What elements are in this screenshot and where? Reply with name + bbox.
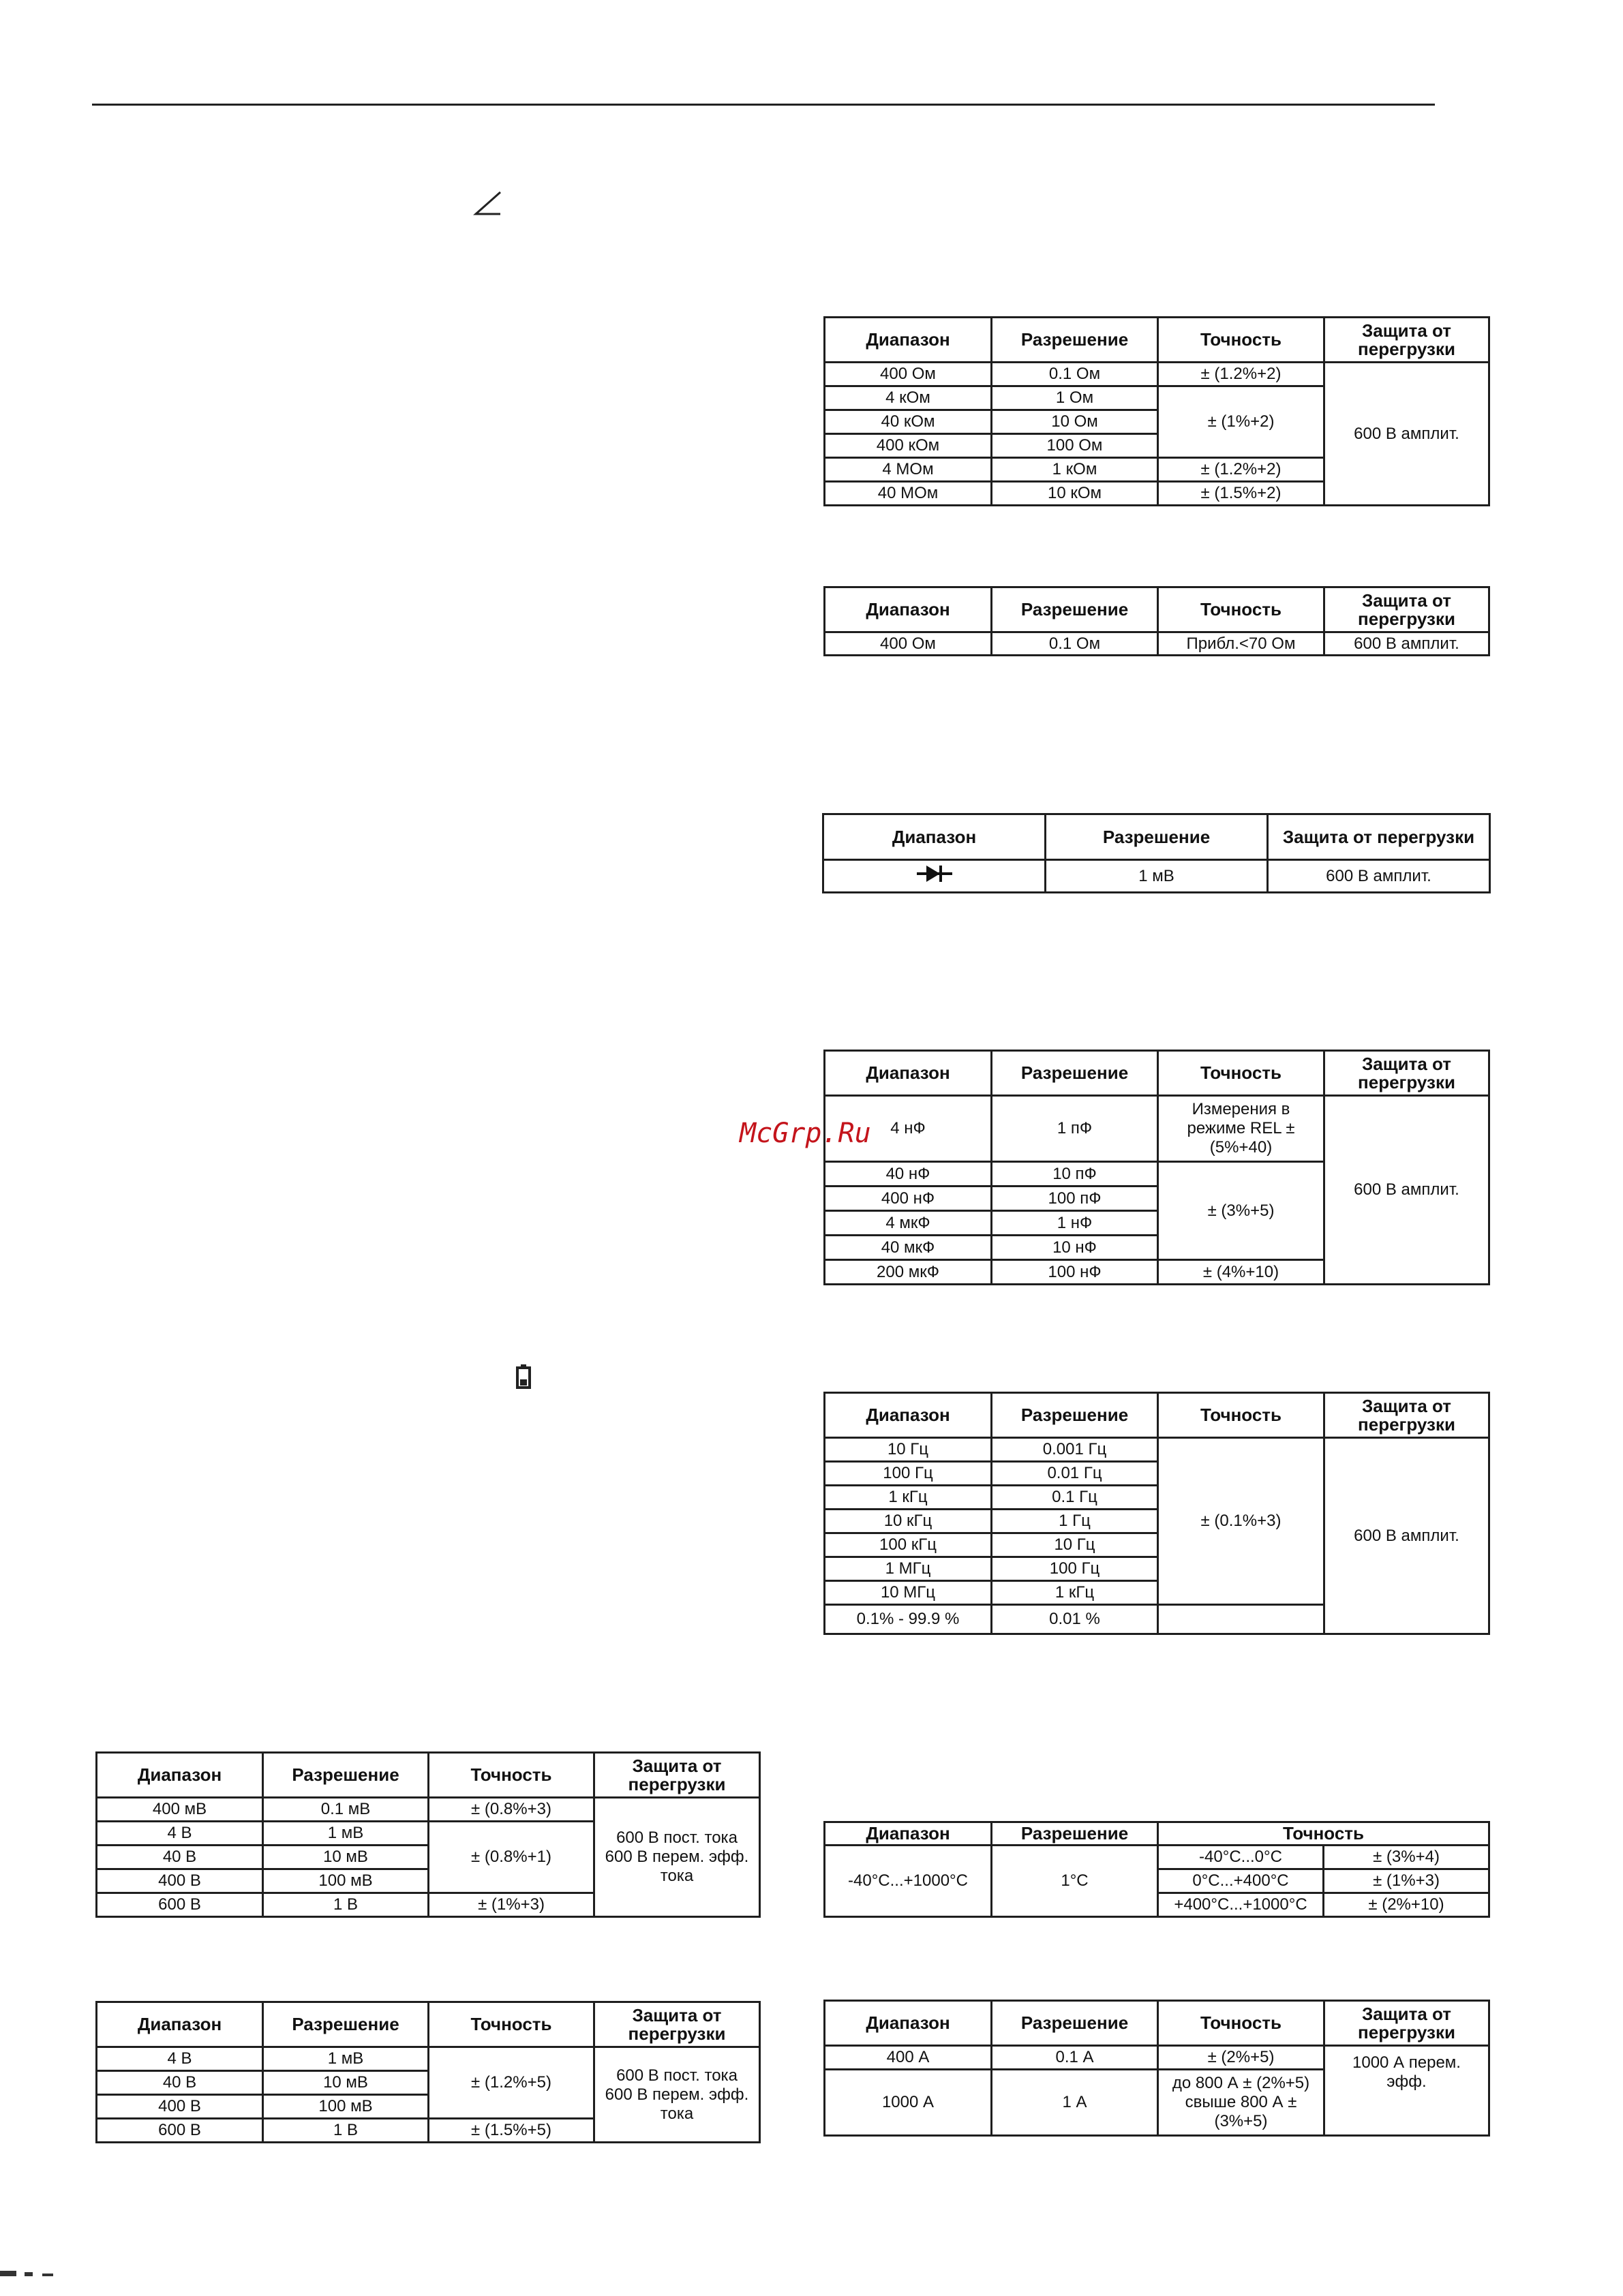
resolution-cell: 10 Гц: [992, 1533, 1158, 1557]
accuracy-cell: Измерения в режиме REL ± (5%+40): [1158, 1096, 1324, 1162]
resolution-cell: 10 мВ: [263, 2071, 429, 2095]
dc-voltage-table: [95, 1751, 761, 1918]
protection-cell: 600 В амплит.: [1324, 1438, 1489, 1634]
diode-table: [822, 813, 1491, 893]
protection-cell: 600 В амплит.: [1324, 1096, 1489, 1285]
range-cell: 1000 А: [825, 2070, 992, 2136]
triangle-icon: [473, 189, 503, 217]
resolution-cell: 100 мВ: [263, 1869, 429, 1893]
col-header: Защита от перегрузки: [1324, 587, 1489, 632]
range-cell: 40 В: [97, 2071, 263, 2095]
protection-cell: 600 В пост. тока 600 В перем. эфф. тока: [594, 1798, 760, 1917]
resolution-cell: 10 Ом: [992, 410, 1158, 434]
subrange-cell: -40°C...0°C: [1158, 1846, 1324, 1869]
col-header: Разрешение: [992, 318, 1158, 363]
resolution-cell: 1 пФ: [992, 1096, 1158, 1162]
range-cell: 1 МГц: [825, 1557, 992, 1581]
table-header-row: [825, 587, 1489, 632]
table-row: [825, 1096, 1489, 1162]
resolution-cell: 1 мВ: [263, 1822, 429, 1846]
range-cell: 400 мВ: [97, 1798, 263, 1822]
watermark: McGrp.Ru: [740, 1118, 871, 1149]
col-header: Точность: [1158, 587, 1324, 632]
col-header: Точность: [1158, 1393, 1324, 1438]
protection-cell: 600 В амплит.: [1324, 632, 1489, 656]
table-row: [825, 363, 1489, 386]
range-cell: 10 МГц: [825, 1581, 992, 1605]
table-row: [97, 1798, 760, 1822]
accuracy-cell: ± (3%+4): [1324, 1846, 1489, 1869]
resolution-cell: 0.1 мВ: [263, 1798, 429, 1822]
table-header-row: [825, 318, 1489, 363]
col-header: Точность: [1158, 318, 1324, 363]
resolution-cell: 10 нФ: [992, 1236, 1158, 1260]
table-header-row: [825, 1822, 1489, 1846]
resolution-cell: 100 пФ: [992, 1187, 1158, 1211]
range-cell: 200 мкФ: [825, 1260, 992, 1285]
resolution-cell: 10 пФ: [992, 1162, 1158, 1187]
range-cell: 4 мкФ: [825, 1211, 992, 1236]
header-rule: [92, 104, 1435, 106]
resolution-cell: 10 кОм: [992, 482, 1158, 506]
resolution-cell: 0.1 Гц: [992, 1486, 1158, 1510]
range-cell: 1 кГц: [825, 1486, 992, 1510]
col-header: Защита от перегрузки: [1268, 814, 1490, 860]
col-header: Защита от перегрузки: [1324, 1393, 1489, 1438]
range-cell: 10 Гц: [825, 1438, 992, 1462]
range-cell: 0.1% - 99.9 %: [825, 1605, 992, 1634]
resolution-cell: 100 Гц: [992, 1557, 1158, 1581]
resolution-cell: 1 Ом: [992, 386, 1158, 410]
resolution-cell: 1 В: [263, 1893, 429, 1917]
accuracy-cell: до 800 А ± (2%+5) свыше 800 А ± (3%+5): [1158, 2070, 1324, 2136]
frequency-table: [823, 1392, 1490, 1635]
accuracy-cell: ± (1.2%+5): [429, 2047, 594, 2119]
table-row: [97, 2047, 760, 2071]
range-cell: 100 кГц: [825, 1533, 992, 1557]
protection-cell: 600 В пост. тока 600 В перем. эфф. тока: [594, 2047, 760, 2143]
range-cell: 40 В: [97, 1846, 263, 1869]
col-header: Разрешение: [1046, 814, 1268, 860]
range-cell: 400 Ом: [825, 632, 992, 656]
range-cell: 400 кОм: [825, 434, 992, 458]
accuracy-cell: ± (1.5%+5): [429, 2119, 594, 2143]
resistance-table: [823, 316, 1490, 506]
resolution-cell: 0.01 %: [992, 1605, 1158, 1634]
range-cell: 400 В: [97, 1869, 263, 1893]
resolution-cell: 1 мВ: [263, 2047, 429, 2071]
capacitance-table: [823, 1050, 1490, 1285]
resolution-cell: 0.1 А: [992, 2046, 1158, 2070]
range-cell: 10 кГц: [825, 1510, 992, 1533]
table-row: [825, 1438, 1489, 1462]
protection-cell: 600 В амплит.: [1268, 860, 1490, 893]
col-header: Точность: [429, 1753, 594, 1798]
resolution-cell: 0.1 Ом: [992, 363, 1158, 386]
accuracy-cell: ± (3%+5): [1158, 1162, 1324, 1260]
resolution-cell: 100 мВ: [263, 2095, 429, 2119]
col-header: Точность: [1158, 1051, 1324, 1096]
range-cell: 600 В: [97, 1893, 263, 1917]
table-header-row: [825, 1393, 1489, 1438]
accuracy-cell: Прибл.<70 Ом: [1158, 632, 1324, 656]
range-cell: 400 нФ: [825, 1187, 992, 1211]
battery-icon: [515, 1363, 532, 1390]
col-header: Диапазон: [97, 2002, 263, 2047]
col-header: Разрешение: [992, 1393, 1158, 1438]
range-cell: 600 В: [97, 2119, 263, 2143]
table-header-row: [823, 814, 1490, 860]
range-cell: 100 Гц: [825, 1462, 992, 1486]
footer-mark: [0, 2256, 89, 2276]
col-header: Диапазон: [825, 2001, 992, 2046]
table-row: [825, 1846, 1489, 1869]
col-header: Диапазон: [823, 814, 1046, 860]
resolution-cell: 1 Гц: [992, 1510, 1158, 1533]
col-header: Диапазон: [97, 1753, 263, 1798]
resolution-cell: 1 нФ: [992, 1211, 1158, 1236]
resolution-cell: 1 А: [992, 2070, 1158, 2136]
table-row: [823, 860, 1490, 893]
accuracy-cell: ± (0.1%+3): [1158, 1438, 1324, 1605]
col-header: Разрешение: [263, 2002, 429, 2047]
col-header: Точность: [1158, 2001, 1324, 2046]
col-header: Диапазон: [825, 1822, 992, 1846]
range-cell: 400 А: [825, 2046, 992, 2070]
resolution-cell: 1 кГц: [992, 1581, 1158, 1605]
col-header: Разрешение: [992, 1822, 1158, 1846]
range-cell: 4 кОм: [825, 386, 992, 410]
range-cell: -40°C...+1000°C: [825, 1846, 992, 1917]
continuity-table: [823, 586, 1490, 656]
col-header: Защита от перегрузки: [1324, 2001, 1489, 2046]
accuracy-cell: ± (2%+5): [1158, 2046, 1324, 2070]
subrange-cell: 0°C...+400°C: [1158, 1869, 1324, 1893]
range-cell: 4 В: [97, 1822, 263, 1846]
resolution-cell: 1 кОм: [992, 458, 1158, 482]
temperature-table: [823, 1821, 1490, 1918]
range-cell: 4 МОм: [825, 458, 992, 482]
accuracy-cell: ± (1%+2): [1158, 386, 1324, 458]
protection-cell: 1000 А перем. эфф.: [1324, 2046, 1489, 2136]
current-table: [823, 2000, 1490, 2137]
col-header: Точность: [429, 2002, 594, 2047]
subrange-cell: +400°C...+1000°C: [1158, 1893, 1324, 1917]
resolution-cell: 1 мВ: [1046, 860, 1268, 893]
accuracy-cell: ± (1%+3): [429, 1893, 594, 1917]
range-cell: [823, 860, 1046, 893]
table-header-row: [825, 2001, 1489, 2046]
range-cell: 40 нФ: [825, 1162, 992, 1187]
col-header: Точность: [1158, 1822, 1489, 1846]
resolution-cell: 0.001 Гц: [992, 1438, 1158, 1462]
table-row: [825, 2046, 1489, 2070]
col-header: Защита от перегрузки: [594, 2002, 760, 2047]
col-header: Разрешение: [263, 1753, 429, 1798]
resolution-cell: 100 нФ: [992, 1260, 1158, 1285]
accuracy-cell: ± (0.8%+3): [429, 1798, 594, 1822]
col-header: Разрешение: [992, 587, 1158, 632]
table-header-row: [97, 1753, 760, 1798]
col-header: Диапазон: [825, 587, 992, 632]
resolution-cell: 0.1 Ом: [992, 632, 1158, 656]
accuracy-cell: ± (1.2%+2): [1158, 458, 1324, 482]
col-header: Разрешение: [992, 1051, 1158, 1096]
diode-icon: [917, 863, 952, 884]
col-header: Защита от перегрузки: [1324, 1051, 1489, 1096]
table-header-row: [825, 1051, 1489, 1096]
resolution-cell: 0.01 Гц: [992, 1462, 1158, 1486]
accuracy-cell: ± (1%+3): [1324, 1869, 1489, 1893]
accuracy-cell: ± (1.2%+2): [1158, 363, 1324, 386]
col-header: Защита от перегрузки: [594, 1753, 760, 1798]
accuracy-cell: [1158, 1605, 1324, 1634]
accuracy-cell: ± (4%+10): [1158, 1260, 1324, 1285]
range-cell: 40 кОм: [825, 410, 992, 434]
col-header: Диапазон: [825, 1051, 992, 1096]
resolution-cell: 1°C: [992, 1846, 1158, 1917]
resolution-cell: 1 В: [263, 2119, 429, 2143]
protection-cell: 600 В амплит.: [1324, 363, 1489, 506]
col-header: Разрешение: [992, 2001, 1158, 2046]
range-cell: 40 МОм: [825, 482, 992, 506]
accuracy-cell: ± (2%+10): [1324, 1893, 1489, 1917]
range-cell: 4 нФ: [825, 1096, 992, 1162]
accuracy-cell: ± (0.8%+1): [429, 1822, 594, 1893]
col-header: Диапазон: [825, 1393, 992, 1438]
table-row: [825, 632, 1489, 656]
ac-voltage-table: [95, 2001, 761, 2143]
accuracy-cell: ± (1.5%+2): [1158, 482, 1324, 506]
col-header: Диапазон: [825, 318, 992, 363]
range-cell: 400 В: [97, 2095, 263, 2119]
range-cell: 4 В: [97, 2047, 263, 2071]
range-cell: 400 Ом: [825, 363, 992, 386]
range-cell: 40 мкФ: [825, 1236, 992, 1260]
resolution-cell: 10 мВ: [263, 1846, 429, 1869]
table-header-row: [97, 2002, 760, 2047]
col-header: Защита от перегрузки: [1324, 318, 1489, 363]
resolution-cell: 100 Ом: [992, 434, 1158, 458]
